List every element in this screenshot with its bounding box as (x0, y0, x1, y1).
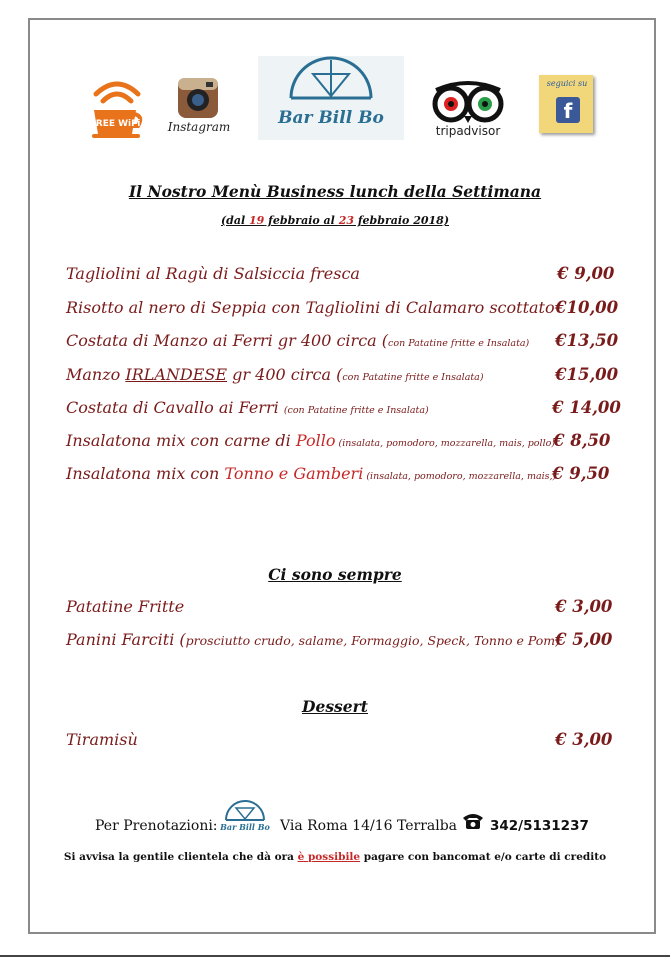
menu-item-price: € 9,50 (552, 464, 610, 483)
menu-item-price: € 5,00 (555, 630, 613, 649)
reservation-footer (0, 818, 670, 838)
instagram-icon (166, 76, 232, 142)
menu-item-price: €13,50 (555, 331, 619, 350)
menu-item-price: € 3,00 (555, 730, 613, 749)
menu-dates: (dal 19 febbraio al 23 febbraio 2018) (220, 214, 450, 227)
menu-item-name: Risotto al nero di Seppia con Tagliolini di Calamaro scottato (66, 298, 555, 317)
footer-brand-logo: Bar Bill Bo (214, 796, 276, 836)
address: Via Roma 14/16 Terralba (280, 818, 458, 834)
menu-item-name: Insalatona mix con Tonno e Gamberi (insalata, pomodoro, mozzarella, mais,) (66, 464, 557, 483)
telephone-icon (462, 812, 484, 830)
menu-title: Il Nostro Menù Business lunch della Settimana (128, 182, 542, 201)
menu-item-price: € 8,50 (553, 431, 611, 450)
menu-item-name: Costata di Manzo ai Ferri gr 400 circa (con Patatine fritte e Insalata) (66, 331, 530, 350)
menu-item-price: € 9,00 (557, 264, 615, 283)
menu-item-price: €15,00 (555, 365, 619, 384)
menu-item-name: Manzo IRLANDESE gr 400 circa (con Patatine fritte e Insalata) (66, 365, 484, 384)
phone-number: 342/5131237 (490, 818, 589, 834)
menu-item-name: Panini Farciti (prosciutto crudo, salame, Formaggio, Speck, Tonno e Pom) (66, 630, 560, 649)
menu-item-name: Tagliolini al Ragù di Salsiccia fresca (66, 264, 360, 283)
section-title-always: Ci sono sempre (268, 565, 402, 584)
menu-item-name: Costata di Cavallo ai Ferri (con Patatine fritte e Insalata) (66, 398, 429, 417)
tripadvisor-icon (428, 76, 508, 142)
payment-notice: Si avvisa la gentile clientela che dà ora è possibile pagare con bancomat e/o carte di credito (63, 851, 607, 863)
facebook-icon: f (556, 97, 580, 123)
reservation-label: Per Prenotazioni: (95, 818, 218, 834)
menu-item-name: Patatine Fritte (66, 597, 185, 616)
page-bottom-rule (0, 955, 670, 957)
menu-item-name: Tiramisù (66, 730, 138, 749)
menu-item-name: Insalatona mix con carne di Pollo (insalata, pomodoro, mozzarella, mais, pollo) (66, 431, 556, 450)
bar-bill-bo-logo (258, 56, 404, 140)
menu-item-price: € 3,00 (555, 597, 613, 616)
menu-item-price: € 14,00 (552, 398, 621, 417)
menu-item-price: €10,00 (555, 298, 619, 317)
instagram-label: Instagram (167, 120, 231, 134)
brand-name: Bar Bill Bo (278, 108, 384, 128)
tripadvisor-label: tripadvisor (435, 124, 501, 138)
section-title-dessert: Dessert (302, 697, 368, 716)
facebook-note-icon: seguici su f (537, 73, 595, 135)
free-wifi-icon (88, 76, 146, 140)
svg-text:FREE WiFi: FREE WiFi (89, 119, 141, 129)
